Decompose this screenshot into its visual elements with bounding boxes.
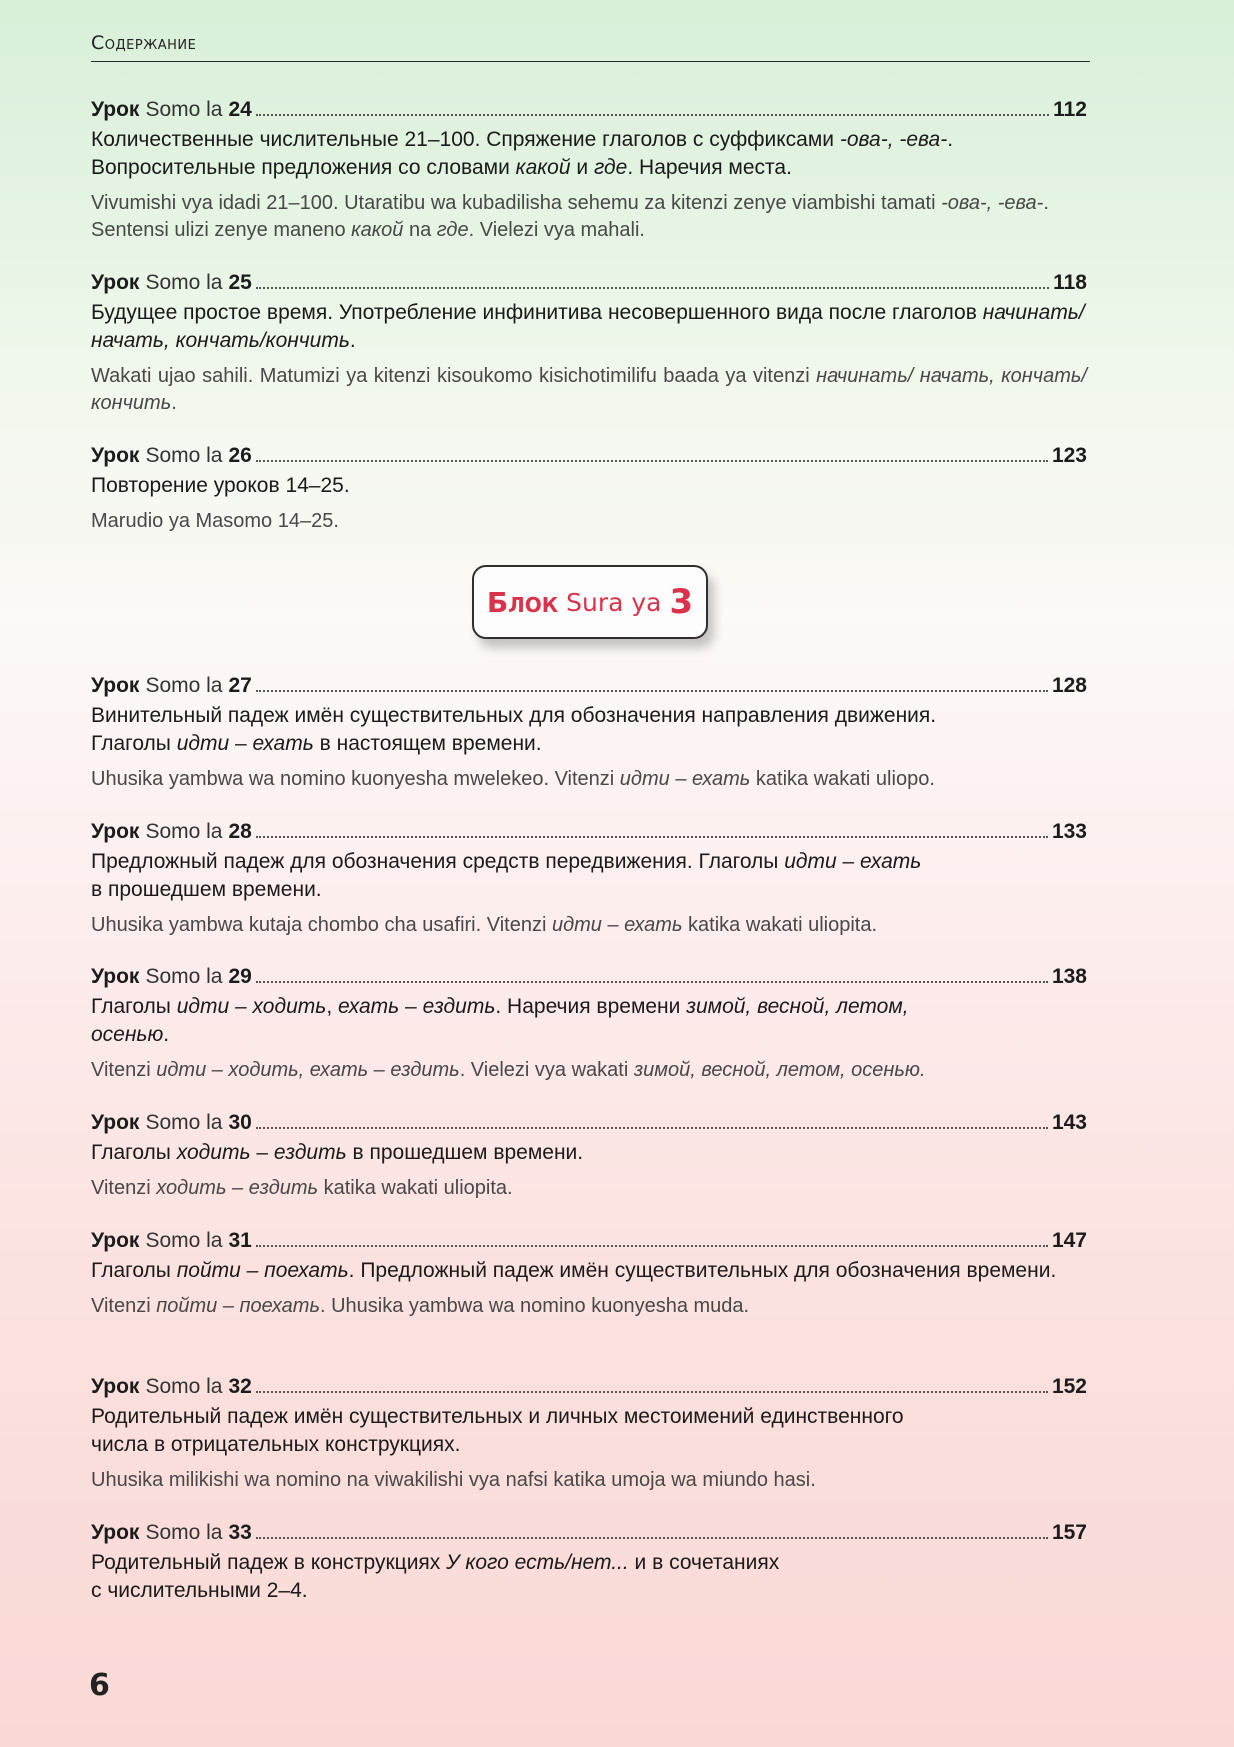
topic-russian: [91, 993, 1087, 1049]
toc-entry-heading[interactable]: [91, 96, 1087, 124]
text-run: У кого есть/нет...: [446, 1551, 629, 1574]
topic-russian: [91, 126, 1087, 182]
toc-entry-24: [91, 96, 1087, 244]
text-run: идти – ехать: [784, 850, 922, 873]
lesson-number: 25: [228, 271, 252, 294]
text-run: . Наречия времени: [495, 995, 687, 1018]
page-number: 123: [1051, 444, 1087, 467]
topic-swahili: [91, 1293, 1087, 1320]
block-heading: [472, 565, 708, 639]
text-run: na: [403, 219, 437, 241]
dot-leader: [256, 981, 1048, 983]
text-run: в прошедшем времени.: [346, 1141, 584, 1164]
text-run: . Предложный падеж имён существительных для обозначения времени.: [348, 1259, 1057, 1282]
toc-entry-31: [91, 1227, 1087, 1320]
topic-russian: [91, 1403, 1087, 1459]
text-run: -ова-, -ева-: [941, 192, 1044, 214]
toc-entry-heading[interactable]: [91, 442, 1087, 470]
text-run: где: [593, 156, 628, 179]
text-run: .: [163, 1023, 170, 1046]
lesson-label-ru: Урок: [91, 965, 140, 988]
text-run: Marudio ya Masomo 14–25.: [91, 510, 339, 532]
text-run: ходить – ездить: [176, 1141, 347, 1164]
text-run: числа в отрицательных конструкциях.: [91, 1433, 461, 1456]
lesson-number: 27: [228, 674, 252, 697]
text-run: Будущее простое время. Употребление инфинитива несовершенного вида после глаголов: [91, 301, 983, 324]
lesson-label-sw: Somo la: [145, 965, 223, 988]
lesson-label-ru: Урок: [91, 444, 140, 467]
text-run: . Наречия места.: [627, 156, 792, 179]
text-run: .: [171, 392, 177, 414]
text-run: и в сочетаниях: [628, 1551, 780, 1574]
topic-swahili: [91, 912, 1087, 939]
text-run: katika wakati uliopita.: [318, 1177, 513, 1199]
page-number: 147: [1051, 1229, 1087, 1252]
header-title: Содержание: [91, 32, 197, 54]
text-run: пойти – поехать: [176, 1259, 349, 1282]
text-run: Количественные числительные 21–100. Спряжение глаголов с суффиксами: [91, 128, 840, 151]
dot-leader: [256, 1245, 1048, 1247]
lesson-label-sw: Somo la: [145, 271, 223, 294]
lesson-label-ru: Урок: [91, 271, 140, 294]
page-number: 143: [1051, 1111, 1087, 1134]
text-run: идти – ехать: [176, 732, 314, 755]
text-run: Вопросительные предложения со словами: [91, 156, 516, 179]
toc-entry-27: [91, 672, 1087, 793]
toc-entry-heading[interactable]: [91, 1227, 1087, 1255]
toc-entry-28: [91, 818, 1087, 939]
text-run: начинать/ начать, кончать/кончить: [91, 365, 1087, 414]
text-run: в прошедшем времени.: [91, 878, 322, 901]
text-run: Vitenzi: [91, 1177, 157, 1199]
lesson-label-ru: Урок: [91, 820, 140, 843]
lesson-label-ru: Урок: [91, 98, 140, 121]
topic-russian: [91, 702, 1087, 758]
toc-entry-32: [91, 1373, 1087, 1494]
lesson-number: 26: [228, 444, 252, 467]
text-run: и: [570, 156, 594, 179]
block-label-sw: Sura ya: [566, 587, 662, 617]
block-number: 3: [669, 582, 694, 622]
topic-swahili: [91, 363, 1087, 417]
lesson-label-ru: Урок: [91, 1229, 140, 1252]
toc-entry-heading[interactable]: [91, 963, 1087, 991]
text-run: идти – ехать: [551, 914, 683, 936]
lesson-label-sw: Somo la: [145, 98, 223, 121]
toc-entry-heading[interactable]: [91, 269, 1087, 297]
text-run: идти – ходить, ехать – ездить: [156, 1059, 460, 1081]
lesson-label-sw: Somo la: [145, 1111, 223, 1134]
text-run: Vitenzi: [91, 1059, 157, 1081]
lesson-label-sw: Somo la: [145, 674, 223, 697]
text-run: Глаголы: [91, 995, 177, 1018]
lesson-label-sw: Somo la: [145, 820, 223, 843]
text-run: идти – ходить: [176, 995, 327, 1018]
text-run: Родительный падеж в конструкциях: [91, 1551, 447, 1574]
topic-swahili: [91, 1175, 1087, 1202]
text-run: Повторение уроков 14–25.: [91, 474, 350, 497]
toc-entry-33: [91, 1519, 1087, 1605]
text-run: . Uhusika yambwa wa nomino kuonyesha muda.: [319, 1295, 750, 1317]
toc-entry-30: [91, 1109, 1087, 1202]
topic-swahili: [91, 766, 1087, 793]
page-number: 118: [1053, 271, 1087, 294]
running-header: [91, 32, 1090, 62]
page-number: 138: [1051, 965, 1087, 988]
text-run: какой: [515, 156, 571, 179]
topic-russian: [91, 299, 1087, 355]
text-run: осенью: [91, 1023, 164, 1046]
dot-leader: [256, 1391, 1048, 1393]
toc-entry-heading[interactable]: [91, 672, 1087, 700]
text-run: какой: [351, 219, 404, 241]
topic-swahili: [91, 1467, 1087, 1494]
topic-russian: [91, 1139, 1087, 1167]
text-run: -ова-, -ева-: [839, 128, 948, 151]
dot-leader: [256, 690, 1048, 692]
text-run: идти – ехать: [619, 768, 751, 790]
toc-entry-heading[interactable]: [91, 1109, 1087, 1137]
lesson-label-ru: Урок: [91, 1111, 140, 1134]
lesson-label-sw: Somo la: [145, 444, 223, 467]
topic-swahili: [91, 1057, 1087, 1084]
toc-entry-25: [91, 269, 1087, 417]
dot-leader: [256, 114, 1049, 116]
text-run: Предложный падеж для обозначения средств передвижения. Глаголы: [91, 850, 785, 873]
text-run: ходить – ездить: [156, 1177, 319, 1199]
lesson-number: 24: [228, 98, 252, 121]
text-run: с числительными 2–4.: [91, 1579, 308, 1602]
text-run: . Vielezi vya wakati: [459, 1059, 634, 1081]
text-run: Родительный падеж имён существительных и личных местоимений единственного: [91, 1405, 904, 1428]
topic-russian: [91, 472, 1087, 500]
toc-entry-26: [91, 442, 1087, 535]
text-run: зимой, весной, летом, осенью.: [633, 1059, 926, 1081]
text-run: Глаголы: [91, 732, 177, 755]
lesson-number: 30: [228, 1111, 252, 1134]
lesson-number: 29: [228, 965, 252, 988]
lesson-number: 32: [228, 1375, 252, 1398]
lesson-label-ru: Урок: [91, 674, 140, 697]
text-run: где: [436, 219, 469, 241]
dot-leader: [256, 1127, 1048, 1129]
page-number: 152: [1051, 1375, 1087, 1398]
text-run: пойти – поехать: [156, 1295, 320, 1317]
toc-entry-heading[interactable]: [91, 818, 1087, 846]
toc-entry-heading[interactable]: [91, 1519, 1087, 1547]
text-run: Uhusika yambwa wa nomino kuonyesha mwelekeo. Vitenzi: [91, 768, 620, 790]
page-number: 112: [1053, 98, 1087, 121]
text-run: Vivumishi vya idadi 21–100. Utaratibu wa kubadilisha sehemu za kitenzi zenye viambishi tamati: [91, 192, 942, 214]
text-run: Vitenzi: [91, 1295, 157, 1317]
text-run: Глаголы: [91, 1259, 177, 1282]
text-run: Винительный падеж имён существительных для обозначения направления движения.: [91, 704, 937, 727]
dot-leader: [256, 1537, 1048, 1539]
text-run: Глаголы: [91, 1141, 177, 1164]
text-run: ехать – ездить: [337, 995, 496, 1018]
topic-russian: [91, 1549, 1087, 1605]
lesson-label-sw: Somo la: [145, 1521, 223, 1544]
text-run: Wakati ujao sahili. Matumizi ya kitenzi kisoukomo kisichotimilifu baada ya vitenzi: [91, 365, 817, 387]
topic-swahili: [91, 508, 1087, 535]
text-run: ,: [326, 995, 338, 1018]
text-run: Uhusika milikishi wa nomino na viwakilishi vya nafsi katika umoja wa miundo hasi.: [91, 1469, 816, 1491]
topic-swahili: [91, 190, 1087, 244]
lesson-number: 33: [228, 1521, 252, 1544]
page-number: 133: [1051, 820, 1087, 843]
lesson-label-ru: Урок: [91, 1375, 140, 1398]
lesson-number: 28: [228, 820, 252, 843]
toc-entry-heading[interactable]: [91, 1373, 1087, 1401]
lesson-number: 31: [228, 1229, 252, 1252]
dot-leader: [256, 287, 1049, 289]
page-number-footer: 6: [89, 1668, 110, 1703]
lesson-label-sw: Somo la: [145, 1375, 223, 1398]
dot-leader: [256, 460, 1048, 462]
text-run: . Sentensi ulizi zenye maneno: [91, 192, 1049, 241]
text-run: в настоящем времени.: [313, 732, 542, 755]
text-run: katika wakati uliopo.: [750, 768, 935, 790]
text-run: зимой, весной, летом,: [686, 995, 909, 1018]
text-run: начинать/начать, кончать/кончить: [91, 301, 1085, 352]
toc-entry-29: [91, 963, 1087, 1084]
page-number: 157: [1051, 1521, 1087, 1544]
text-run: Uhusika yambwa kutaja chombo cha usafiri. Vitenzi: [91, 914, 552, 936]
topic-russian: [91, 1257, 1087, 1285]
block-label-ru: Блок: [486, 585, 559, 619]
text-run: .: [947, 128, 954, 151]
topic-russian: [91, 848, 1087, 904]
dot-leader: [256, 836, 1048, 838]
text-run: katika wakati uliopita.: [682, 914, 878, 936]
lesson-label-ru: Урок: [91, 1521, 140, 1544]
page-number: 128: [1051, 674, 1087, 697]
text-run: .: [349, 329, 356, 352]
text-run: . Vielezi vya mahali.: [468, 219, 645, 241]
lesson-label-sw: Somo la: [145, 1229, 223, 1252]
